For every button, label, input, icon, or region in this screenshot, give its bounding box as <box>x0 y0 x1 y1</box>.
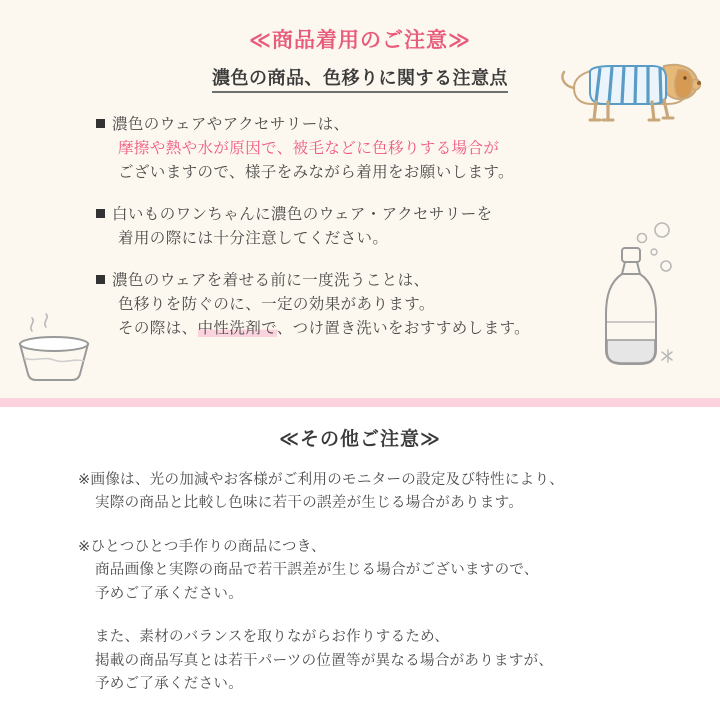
note-line: 商品画像と実際の商品で若干誤差が生じる場合がございますので、 <box>95 562 539 579</box>
page-subtitle-text: 濃色の商品、色移りに関する注意点 <box>212 68 508 93</box>
square-bullet-icon <box>96 119 105 128</box>
note-item <box>78 626 680 696</box>
note-line: 掲載の商品写真とは若干パーツの位置等が異なる場合がありますが、 <box>95 652 554 669</box>
note-item <box>78 536 680 606</box>
note-item <box>78 469 680 516</box>
wash-basin-illustration <box>14 312 94 384</box>
bullet-text-pre: その際は、 <box>118 319 198 338</box>
bullet-text: 濃色のウェアを着せる前に一度洗うことは、 <box>112 271 430 290</box>
square-bullet-icon <box>96 209 105 218</box>
bullet-text: 濃色のウェアやアクセサリーは、 <box>112 115 350 133</box>
dachshund-illustration <box>552 44 702 140</box>
other-notice-title: ≪その他ご注意≫ <box>279 428 441 450</box>
bullet-line: ございますので、様子をみながら着用をお願いします。 <box>118 163 514 182</box>
page-title: ≪商品着用のご注意≫ <box>249 28 471 52</box>
note-line: 予めご了承ください。 <box>95 676 243 693</box>
square-bullet-icon <box>96 275 105 284</box>
bullet-text: 白いものワンちゃんに濃色のウェア・アクセサリーを <box>112 205 493 224</box>
bullet-line: 摩擦や熱や水が原因で、被毛などに色移りする場合が <box>118 139 500 158</box>
bullet-line: 着用の際には十分注意してください。 <box>118 229 389 248</box>
note-line: ※ひとつひとつ手作りの商品につき、 <box>78 538 326 555</box>
bullet-line: 色移りを防ぐのに、一定の効果があります。 <box>118 295 435 314</box>
note-line: 実際の商品と比較し色味に若干の誤差が生じる場合があります。 <box>95 495 524 512</box>
note-list <box>0 451 720 697</box>
highlighted-phrase: 中性洗剤で <box>197 319 277 338</box>
pink-divider <box>0 398 720 407</box>
other-notice-panel <box>0 407 720 720</box>
note-line: 予めご了承ください。 <box>95 585 243 602</box>
bullet-text-post: 、つけ置き洗いをおすすめします。 <box>276 319 531 338</box>
detergent-bottle-illustration <box>584 222 676 384</box>
note-line: また、素材のバランスを取りながらお作りするため、 <box>95 629 450 646</box>
note-line: ※画像は、光の加減やお客様がご利用のモニターの設定及び特性により、 <box>78 472 565 488</box>
